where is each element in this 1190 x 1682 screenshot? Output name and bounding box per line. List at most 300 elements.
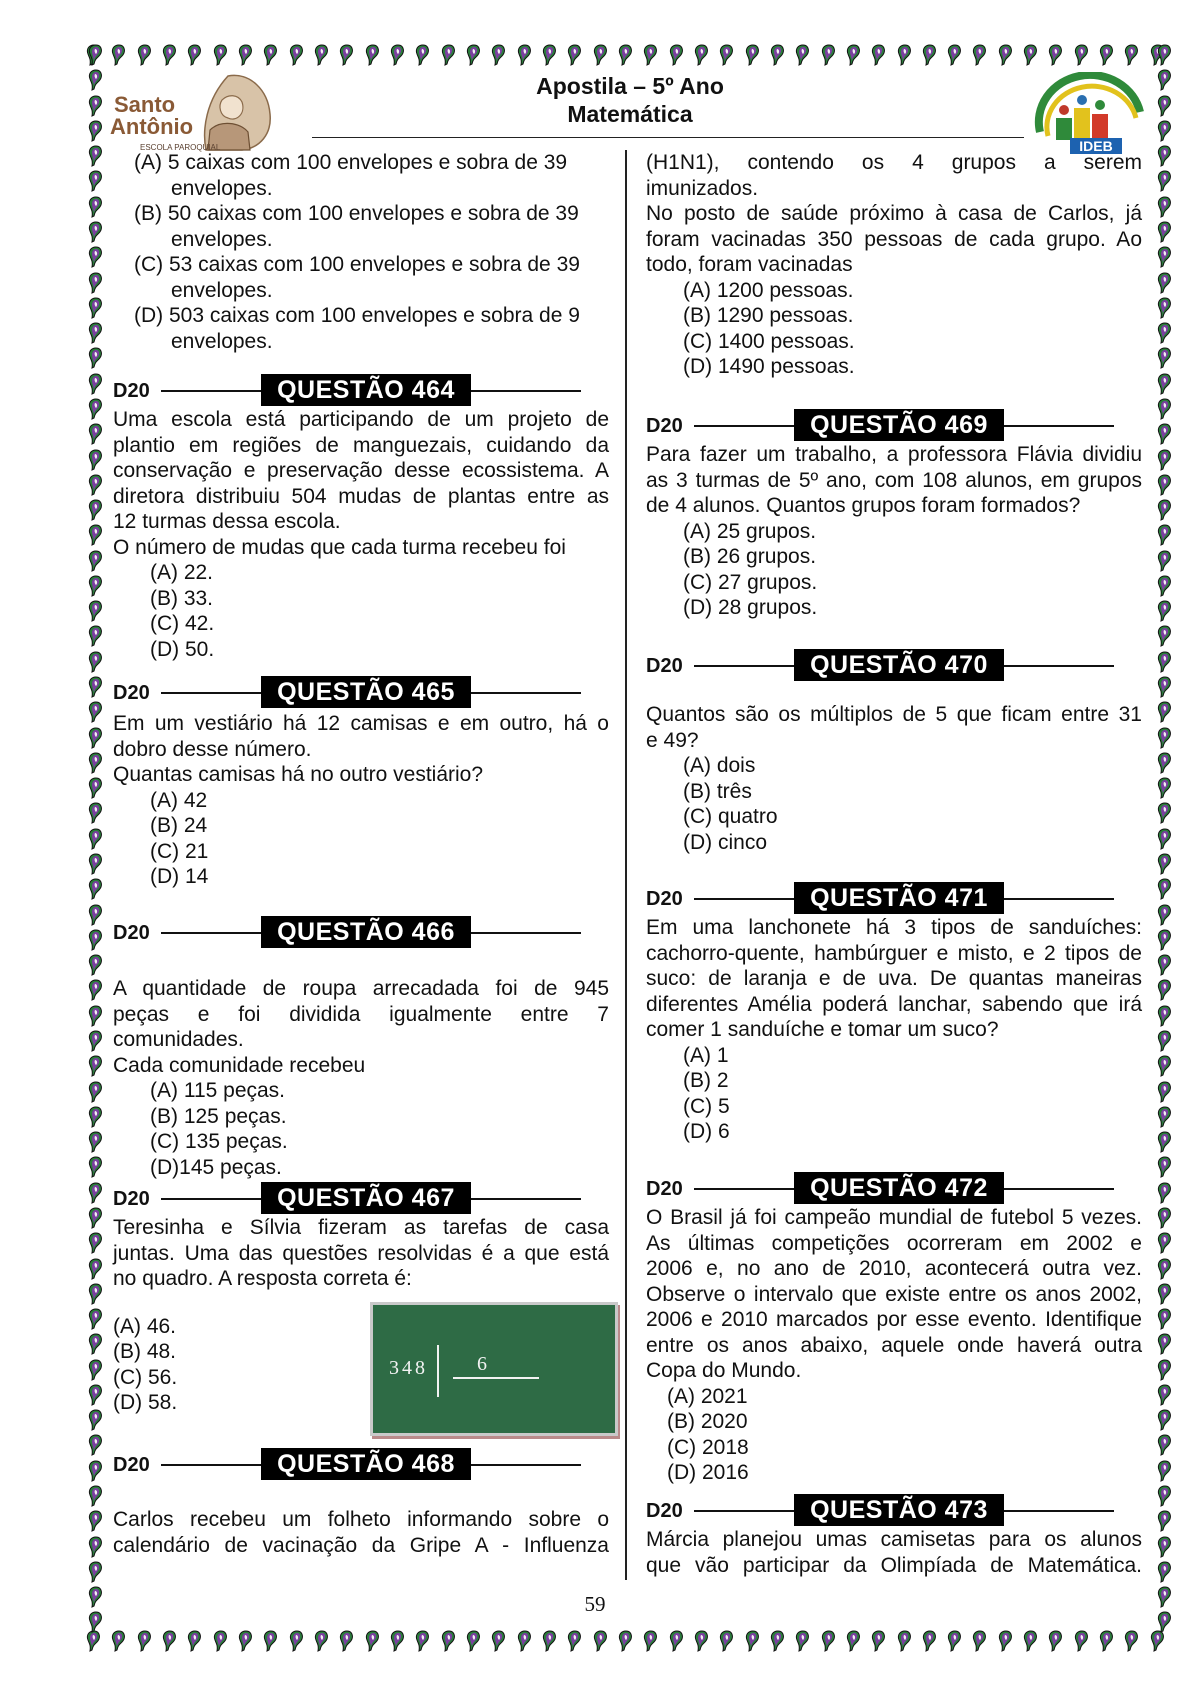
border-ornament-icon (88, 1384, 104, 1406)
border-ornament-icon (922, 1630, 938, 1652)
border-ornament-icon (1157, 1536, 1173, 1558)
border-left (83, 44, 109, 1634)
header-rule (312, 137, 1024, 138)
border-ornament-icon (1157, 1308, 1173, 1330)
border-ornament-icon (719, 1630, 735, 1652)
border-ornament-icon (88, 1359, 104, 1381)
border-ornament-icon (1157, 69, 1173, 91)
border-ornament-icon (821, 44, 837, 66)
border-ornament-icon (643, 44, 659, 66)
border-ornament-icon (88, 954, 104, 976)
border-ornament-icon (542, 44, 558, 66)
border-ornament-icon (88, 979, 104, 1001)
border-ornament-icon (1157, 474, 1173, 496)
border-ornament-icon (593, 44, 609, 66)
border-ornament-icon (88, 904, 104, 926)
border-ornament-icon (1157, 1485, 1173, 1507)
border-ornament-icon (88, 600, 104, 622)
border-ornament-icon (88, 120, 104, 142)
border-ornament-icon (1157, 221, 1173, 243)
question-468-continuation: (H1N1), contendo os 4 grupos a serem imunizados. No posto de saúde próximo à casa de Carlos, já foram vacinadas 350 pessoas de cada grupo. Ao todo, foram vacinadas (A) 1200 pessoas. (B) 1290 pessoas. (C) 1400 pessoas. (D) 1490 pessoas. (646, 151, 1142, 378)
border-ornament-icon (88, 777, 104, 799)
option-d: (D) 14 (150, 865, 209, 888)
border-ornament-icon (1157, 853, 1173, 875)
border-ornament-icon (88, 1510, 104, 1532)
border-ornament-icon (669, 44, 685, 66)
border-ornament-icon (213, 44, 229, 66)
option-c: (C) quatro (683, 805, 778, 828)
border-ornament-icon (897, 44, 913, 66)
border-ornament-icon (1157, 550, 1173, 572)
descriptor-tag: D20 (646, 415, 683, 437)
question-header-470 (646, 649, 1116, 681)
question-header-467 (113, 1182, 583, 1214)
border-ornament-icon (238, 1630, 254, 1652)
option-a: (A) 1 (683, 1043, 729, 1067)
option-item: (D) 503 caixas com 100 envelopes e sobra de 9 envelopes. (134, 304, 580, 353)
border-ornament-icon (390, 1630, 406, 1652)
border-ornament-icon (88, 1536, 104, 1558)
border-ornament-icon (88, 347, 104, 369)
border-ornament-icon (1157, 1055, 1173, 1077)
border-ornament-icon (1099, 44, 1115, 66)
question-label: QUESTÃO 473 (794, 1494, 1004, 1526)
question-label: QUESTÃO 467 (261, 1182, 471, 1214)
border-ornament-icon (1157, 347, 1173, 369)
border-ornament-icon (1157, 727, 1173, 749)
border-ornament-icon (694, 44, 710, 66)
border-ornament-icon (1157, 1409, 1173, 1431)
title-line-2: Matemática (567, 101, 693, 127)
border-ornament-icon (491, 1630, 507, 1652)
ideb-label: IDEB (1079, 138, 1113, 154)
option-a: (A) 42 (150, 788, 208, 812)
border-ornament-icon (897, 1630, 913, 1652)
descriptor-tag: D20 (113, 682, 150, 704)
border-ornament-icon (1157, 499, 1173, 521)
border-ornament-icon (1157, 1510, 1173, 1532)
border-ornament-icon (88, 929, 104, 951)
question-prompt: O número de mudas que cada turma recebeu foi (113, 535, 566, 559)
question-header-468 (113, 1448, 583, 1480)
svg-text:Antônio: Antônio (110, 114, 194, 139)
border-ornament-icon (187, 44, 203, 66)
border-ornament-icon (542, 1630, 558, 1652)
border-ornament-icon (922, 44, 938, 66)
descriptor-tag: D20 (646, 1500, 683, 1522)
question-label: QUESTÃO 470 (794, 649, 1004, 681)
border-ornament-icon (88, 1409, 104, 1431)
border-ornament-icon (1157, 575, 1173, 597)
border-ornament-icon (1157, 145, 1173, 167)
border-ornament-icon (1048, 1630, 1064, 1652)
border-ornament-icon (88, 853, 104, 875)
option-b: (B) 2020 (667, 1410, 748, 1433)
option-item: (A) 5 caixas com 100 envelopes e sobra de 39 envelopes. (134, 151, 568, 200)
border-ornament-icon (947, 44, 963, 66)
option-c: (C) 42. (150, 612, 215, 635)
border-ornament-icon (1157, 1434, 1173, 1456)
question-label: QUESTÃO 465 (261, 676, 471, 708)
border-ornament-icon (289, 1630, 305, 1652)
option-item: (B) 50 caixas com 100 envelopes e sobra de 39 envelopes. (134, 202, 579, 251)
border-ornament-icon (88, 1232, 104, 1254)
question-label: QUESTÃO 468 (261, 1448, 471, 1480)
border-ornament-icon (1157, 1333, 1173, 1355)
border-ornament-icon (972, 1630, 988, 1652)
ideb-logo (1030, 72, 1146, 154)
border-ornament-icon (88, 44, 104, 66)
option-b: (B) 33. (150, 586, 214, 610)
border-ornament-icon (88, 802, 104, 824)
option-b: (B) três (683, 779, 752, 803)
border-ornament-icon (88, 1485, 104, 1507)
border-ornament-icon (795, 1630, 811, 1652)
border-ornament-icon (88, 145, 104, 167)
border-ornament-icon (365, 1630, 381, 1652)
border-ornament-icon (491, 44, 507, 66)
border-ornament-icon (1157, 1081, 1173, 1103)
border-ornament-icon (1157, 246, 1173, 268)
border-ornament-icon (88, 1182, 104, 1204)
question-469-body: Para fazer um trabalho, a professora Flávia dividiu as 3 turmas de 5º ano, com 108 alunos, em grupos de 4 alunos. Quantos grupos foram formados? (A) 25 grupos. (B) 26 grupos. (C) 27 grupos. (D) 28 grupos. (646, 443, 1142, 619)
border-ornament-icon (1157, 449, 1173, 471)
option-c: (C) 1400 pessoas. (683, 329, 855, 353)
border-ornament-icon (1157, 1460, 1173, 1482)
border-ornament-icon (1157, 322, 1173, 344)
border-ornament-icon (88, 170, 104, 192)
question-label: QUESTÃO 469 (794, 409, 1004, 441)
border-ornament-icon (88, 398, 104, 420)
border-ornament-icon (1157, 878, 1173, 900)
border-ornament-icon (88, 625, 104, 647)
border-ornament-icon (1023, 44, 1039, 66)
border-ornament-icon (441, 1630, 457, 1652)
option-a: (A) 2021 (667, 1384, 748, 1408)
border-ornament-icon (1157, 802, 1173, 824)
border-ornament-icon (1157, 272, 1173, 294)
border-ornament-icon (1157, 1258, 1173, 1280)
border-ornament-icon (1157, 1182, 1173, 1204)
border-ornament-icon (821, 1630, 837, 1652)
border-ornament-icon (846, 1630, 862, 1652)
border-ornament-icon (517, 44, 533, 66)
border-ornament-icon (88, 297, 104, 319)
option-c: (C) 5 (683, 1094, 730, 1118)
border-ornament-icon (88, 1156, 104, 1178)
border-ornament-icon (314, 44, 330, 66)
option-a: (A) 22. (150, 561, 214, 584)
border-ornament-icon (1157, 423, 1173, 445)
border-ornament-icon (1157, 752, 1173, 774)
border-ornament-icon (1157, 120, 1173, 142)
border-ornament-icon (339, 1630, 355, 1652)
border-ornament-icon (88, 95, 104, 117)
dividend: 348 (389, 1357, 428, 1379)
border-ornament-icon (466, 44, 482, 66)
border-ornament-icon (643, 1630, 659, 1652)
border-ornament-icon (415, 1630, 431, 1652)
option-b: (B) 48. (113, 1340, 177, 1363)
border-ornament-icon (795, 44, 811, 66)
option-d: (D) 50. (150, 637, 215, 661)
border-ornament-icon (88, 1561, 104, 1583)
border-ornament-icon (88, 196, 104, 218)
border-ornament-icon (1157, 1561, 1173, 1583)
border-ornament-icon (1157, 904, 1173, 926)
question-header-473 (646, 1494, 1116, 1526)
border-ornament-icon (263, 44, 279, 66)
option-b: (B) 125 peças. (150, 1104, 287, 1128)
border-ornament-icon (871, 1630, 887, 1652)
border-ornament-icon (1157, 777, 1173, 799)
border-ornament-icon (770, 44, 786, 66)
border-ornament-icon (947, 1630, 963, 1652)
border-ornament-icon (289, 44, 305, 66)
border-ornament-icon (1157, 196, 1173, 218)
border-ornament-icon (618, 1630, 634, 1652)
border-ornament-icon (1157, 1283, 1173, 1305)
border-ornament-icon (88, 499, 104, 521)
option-a: (A) 115 peças. (150, 1079, 286, 1102)
question-header-469 (646, 409, 1116, 441)
border-ornament-icon (88, 373, 104, 395)
border-ornament-icon (1048, 44, 1064, 66)
border-ornament-icon (88, 524, 104, 546)
border-ornament-icon (1157, 600, 1173, 622)
column-divider (625, 150, 627, 1580)
border-ornament-icon (88, 1030, 104, 1052)
border-ornament-icon (1124, 1630, 1140, 1652)
question-467-body: Teresinha e Sílvia fizeram as tarefas de casa juntas. Uma das questões resolvidas é a que está no quadro. A resposta correta é: (A) 46. (B) 48. (C) 56. (D) 58. (113, 1216, 609, 1414)
option-c: (C) 2018 (667, 1435, 749, 1459)
option-c: (C) 135 peças. (150, 1130, 288, 1153)
option-d: (D) cinco (683, 830, 768, 854)
border-ornament-icon (871, 44, 887, 66)
question-473-body: Márcia planejou umas camisetas para os alunos que vão participar da Olimpíada de Matemática. (646, 1528, 1142, 1577)
border-ornament-icon (1157, 44, 1173, 66)
border-ornament-icon (263, 1630, 279, 1652)
border-ornament-icon (1157, 979, 1173, 1001)
border-ornament-icon (567, 44, 583, 66)
option-a: (A) 46. (113, 1314, 177, 1338)
option-a: (A) 25 grupos. (683, 519, 817, 543)
border-ornament-icon (88, 221, 104, 243)
border-ornament-icon (339, 44, 355, 66)
option-c: (C) 21 (150, 839, 209, 863)
border-ornament-icon (88, 1055, 104, 1077)
border-ornament-icon (694, 1630, 710, 1652)
border-ornament-icon (88, 322, 104, 344)
title-line-1: Apostila – 5º Ano (536, 73, 724, 99)
border-ornament-icon (88, 1308, 104, 1330)
descriptor-tag: D20 (113, 1188, 150, 1210)
descriptor-tag: D20 (646, 655, 683, 677)
question-464-body: Uma escola está participando de um projeto de plantio em regiões de manguezais, cuidando da conservação e preservação desse ecossistema. A diretora distribuiu 504 mudas de plantas entre as 12 turmas dessa escola. O número de mudas que cada turma recebeu foi (A) 22. (B) 33. (C) 42. (D) 50. (113, 408, 609, 661)
border-ornament-icon (187, 1630, 203, 1652)
question-465-body: Em um vestiário há 12 camisas e em outro, há o dobro desse número. Quantas camisas há no outro vestiário? (A) 42 (B) 24 (C) 21 (D) 14 (113, 712, 609, 888)
question-470-body: Quantos são os múltiplos de 5 que ficam entre 31 e 49? (A) dois (B) três (C) quatro (D) cinco (646, 703, 1142, 854)
option-item: (C) 53 caixas com 100 envelopes e sobra de 39 envelopes. (134, 253, 580, 302)
question-label: QUESTÃO 471 (794, 882, 1004, 914)
border-top (86, 44, 1166, 70)
border-ornament-icon (88, 1258, 104, 1280)
question-label: QUESTÃO 472 (794, 1172, 1004, 1204)
border-ornament-icon (88, 575, 104, 597)
border-ornament-icon (669, 1630, 685, 1652)
border-ornament-icon (1099, 1630, 1115, 1652)
option-a: (A) dois (683, 754, 756, 777)
border-ornament-icon (88, 1131, 104, 1153)
border-ornament-icon (390, 44, 406, 66)
border-ornament-icon (1157, 828, 1173, 850)
option-d: (D) 6 (683, 1120, 730, 1143)
border-ornament-icon (88, 1081, 104, 1103)
option-b: (B) 2 (683, 1069, 729, 1092)
border-ornament-icon (1157, 1207, 1173, 1229)
border-ornament-icon (745, 1630, 761, 1652)
question-472-body: O Brasil já foi campeão mundial de futebol 5 vezes. As últimas competições ocorreram em 2002 e 2006 e, no ano de 2010, acontecerá outra vez. Observe o intervalo que existe entre os anos 2002, 2006 e 2010 marcados por esse evento. Identifique entre os anos abaixo, aquele onde haverá outra Copa do Mundo. (A) 2021 (B) 2020 (C) 2018 (D) 2016 (646, 1206, 1142, 1484)
border-ornament-icon (1157, 170, 1173, 192)
chalkboard-division (370, 1302, 618, 1436)
question-label: QUESTÃO 464 (261, 374, 471, 406)
descriptor-tag: D20 (113, 380, 150, 402)
border-ornament-icon (719, 44, 735, 66)
border-ornament-icon (1157, 954, 1173, 976)
border-ornament-icon (1074, 1630, 1090, 1652)
border-ornament-icon (88, 701, 104, 723)
border-ornament-icon (972, 44, 988, 66)
border-ornament-icon (567, 1630, 583, 1652)
descriptor-tag: D20 (646, 888, 683, 910)
border-ornament-icon (1157, 1131, 1173, 1153)
border-ornament-icon (88, 1106, 104, 1128)
option-d: (D) 2016 (667, 1461, 749, 1484)
border-ornament-icon (1157, 1359, 1173, 1381)
border-ornament-icon (88, 69, 104, 91)
border-ornament-icon (1157, 625, 1173, 647)
border-ornament-icon (88, 1333, 104, 1355)
question-prompt: Cada comunidade recebeu (113, 1053, 366, 1077)
border-ornament-icon (88, 676, 104, 698)
option-b: (B) 26 grupos. (683, 545, 817, 568)
border-ornament-icon (593, 1630, 609, 1652)
border-ornament-icon (238, 44, 254, 66)
option-b: (B) 1290 pessoas. (683, 304, 854, 327)
border-ornament-icon (88, 1005, 104, 1027)
border-ornament-icon (88, 828, 104, 850)
santo-antonio-logo (110, 70, 282, 152)
border-ornament-icon (441, 44, 457, 66)
border-ornament-icon (88, 1434, 104, 1456)
border-ornament-icon (88, 550, 104, 572)
border-ornament-icon (365, 44, 381, 66)
svg-text:Santo: Santo (114, 92, 176, 117)
border-ornament-icon (1157, 95, 1173, 117)
question-466-body: A quantidade de roupa arrecadada foi de 945 peças e foi dividida igualmente entre 7 comunidades. Cada comunidade recebeu (A) 115 peças. (B) 125 peças. (C) 135 peças. (D)145 peças. (113, 977, 609, 1179)
svg-text:ESCOLA PAROQUIAL: ESCOLA PAROQUIAL (140, 143, 221, 152)
option-d: (D) 1490 pessoas. (683, 355, 855, 378)
prev-options (113, 150, 609, 354)
descriptor-tag: D20 (113, 922, 150, 944)
border-ornament-icon (88, 474, 104, 496)
question-header-471 (646, 882, 1116, 914)
divisor: 6 (477, 1353, 487, 1375)
border-ornament-icon (998, 1630, 1014, 1652)
border-ornament-icon (137, 44, 153, 66)
border-ornament-icon (618, 44, 634, 66)
border-ornament-icon (1157, 1384, 1173, 1406)
border-ornament-icon (162, 44, 178, 66)
option-c: (C) 56. (113, 1365, 178, 1389)
border-ornament-icon (1157, 701, 1173, 723)
question-header-472 (646, 1172, 1116, 1204)
border-ornament-icon (1157, 1156, 1173, 1178)
option-d: (D)145 peças. (150, 1155, 282, 1179)
descriptor-tag: D20 (113, 1454, 150, 1476)
question-471-body: Em uma lanchonete há 3 tipos de sanduíches: cachorro-quente, hambúrguer e misto, e 2 tipos de suco: de laranja e de uva. De quantas maneiras diferentes Amélia poderá lanchar, sabendo que irá comer 1 sanduíche e tomar um suco? (A) 1 (B) 2 (C) 5 (D) 6 (646, 916, 1142, 1143)
border-ornament-icon (162, 1630, 178, 1652)
border-ornament-icon (88, 246, 104, 268)
border-ornament-icon (88, 1283, 104, 1305)
question-label: QUESTÃO 466 (261, 916, 471, 948)
border-ornament-icon (466, 1630, 482, 1652)
border-ornament-icon (88, 727, 104, 749)
border-ornament-icon (213, 1630, 229, 1652)
border-ornament-icon (88, 878, 104, 900)
border-ornament-icon (846, 44, 862, 66)
question-header-466 (113, 916, 583, 948)
question-header-464 (113, 374, 583, 406)
question-header-465 (113, 676, 583, 708)
question-prompt: Quantas camisas há no outro vestiário? (113, 763, 484, 786)
option-c: (C) 27 grupos. (683, 570, 818, 594)
border-ornament-icon (1157, 1005, 1173, 1027)
border-ornament-icon (111, 1630, 127, 1652)
border-ornament-icon (111, 44, 127, 66)
border-ornament-icon (88, 1460, 104, 1482)
border-ornament-icon (1157, 373, 1173, 395)
page-number: 59 (584, 1592, 606, 1616)
page-title (500, 72, 760, 128)
border-ornament-icon (770, 1630, 786, 1652)
border-ornament-icon (88, 423, 104, 445)
border-ornament-icon (1157, 651, 1173, 673)
border-ornament-icon (88, 651, 104, 673)
border-ornament-icon (88, 1207, 104, 1229)
border-ornament-icon (137, 1630, 153, 1652)
option-d: (D) 58. (113, 1391, 178, 1414)
border-ornament-icon (1157, 1106, 1173, 1128)
border-right (1152, 44, 1178, 1634)
border-ornament-icon (1157, 524, 1173, 546)
border-bottom (86, 1630, 1166, 1656)
descriptor-tag: D20 (646, 1178, 683, 1200)
option-a: (A) 1200 pessoas. (683, 278, 854, 302)
option-d: (D) 28 grupos. (683, 596, 818, 619)
border-ornament-icon (1023, 1630, 1039, 1652)
border-ornament-icon (1157, 398, 1173, 420)
border-ornament-icon (88, 752, 104, 774)
border-ornament-icon (745, 44, 761, 66)
border-ornament-icon (1157, 297, 1173, 319)
border-ornament-icon (1157, 929, 1173, 951)
left-column (113, 150, 609, 354)
border-ornament-icon (88, 449, 104, 471)
option-b: (B) 24 (150, 814, 208, 837)
border-ornament-icon (1124, 44, 1140, 66)
border-ornament-icon (1157, 1232, 1173, 1254)
